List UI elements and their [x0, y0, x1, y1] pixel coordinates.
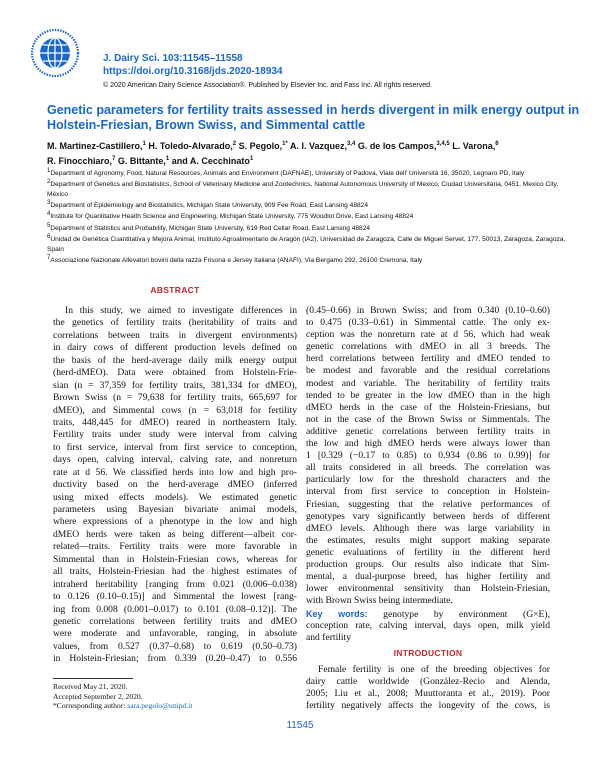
affiliation-item: [47, 178, 577, 199]
text-line: dairy cattle worldwide (González-Recio and Alenda,: [306, 676, 550, 688]
text-line: genetic evaluations of fertility in the different herd: [306, 546, 550, 558]
affiliation-number: 7: [47, 254, 51, 261]
text-line: 1 [0.329 (−0.17 to 0.85) to 0.934 (0.86 to 0.99)] for: [306, 450, 550, 462]
affiliation-item: [47, 222, 577, 233]
text-line: days open, calving interval, calving rate, and nonreturn: [53, 454, 297, 466]
author-affiliation-marker: 3,4,5: [436, 141, 450, 147]
text-line: using mixed effects models). We estimated genetic: [53, 491, 297, 503]
text-line: production groups. Our results also indicate that Sim-: [306, 558, 550, 570]
text-line: all traits considered in all breeds. The correlation was: [306, 462, 550, 474]
affiliation-text: Department of Epidemiology and Biostatistics, Michigan State University, 909 Fee Road, East Lansing 48824: [50, 202, 368, 210]
doi-link[interactable]: https://doi.org/10.3168/jds.2020-18934: [103, 66, 283, 77]
copyright-notice: © 2020 American Dairy Science Association®. Published by Elsevier Inc. and Fass Inc. All rights reserved.: [103, 82, 432, 89]
text-line: herd correlations between fertility and dMEO tended to: [306, 353, 550, 365]
text-line: correlations between traits in divergent environments): [53, 329, 297, 341]
text-line: dMEO herds were taken as being different—albeit cor-: [53, 528, 297, 540]
affiliation-number: 6: [47, 234, 51, 241]
affiliation-number: 2: [47, 179, 51, 186]
footnote-divider: [53, 678, 133, 679]
text-line: where expressions of a phenotype in the low and high: [53, 516, 297, 528]
author-affiliation-marker: 1: [142, 141, 146, 147]
text-line: not in the case of the Brown Swiss or Simmentals. The: [306, 413, 550, 425]
corresponding-email-link[interactable]: sara.pegolo@unipd.it: [127, 701, 193, 710]
text-line: in Holstein-Friesian; from 0.339 (0.20–0.47) to 0.556: [53, 653, 297, 665]
text-line: 2005; Liu et al., 2008; Muuttoranta et al., 2019). Poor: [306, 688, 550, 700]
text-line: were moderate and unfavorable, ranging, in absolute: [53, 628, 297, 640]
text-line: [306, 608, 550, 620]
text-line: (herd-dMEO). Data were obtained from Holstein-Frie-: [53, 367, 297, 379]
affiliation-item: [47, 167, 577, 178]
author-name: G. Bittante,: [117, 156, 166, 166]
text-line: to 0.126 (0.10–0.15)] and Simmental the lowest [rang-: [53, 591, 297, 603]
footnotes: [53, 682, 192, 711]
abstract-heading: ABSTRACT: [150, 285, 200, 295]
introduction-heading: INTRODUCTION: [393, 648, 463, 658]
author-affiliation-marker: 1*: [282, 141, 288, 147]
article-title: Genetic parameters for fertility traits assessed in herds divergent in milk energy output in Holstein-Friesian, Brown Swiss, and Simmental cattle: [47, 103, 580, 132]
text-line: Friesian, suggesting that the relative performances of: [306, 498, 550, 510]
text-line: Female fertility is one of the breeding objectives for: [318, 664, 550, 675]
affiliation-text: Department of Agronomy, Food, Natural Resources, Animals and Environment (DAFNAE), University of Padova, Viale dell' Università 16, 35020, Legnaro PD, Italy: [50, 170, 525, 178]
text-line: ception was the nonreturn rate at d 56, which had weak: [306, 329, 550, 341]
text-line: the estimates, results might support making separate: [306, 534, 550, 546]
affiliation-item: [47, 254, 577, 265]
author-affiliation-marker: 2: [232, 141, 237, 147]
text-line: rate at d 56. We classified herds into low and high pro-: [53, 466, 297, 478]
text-line: the basis of the herd-average daily milk energy output: [53, 354, 297, 366]
text-line: intraherd heritability [ranging from 0.021 (0.006–0.038): [53, 578, 297, 590]
abstract-right-column: [306, 305, 550, 607]
text-line: tended to be greater in the low dMEO than in the high: [306, 389, 550, 401]
accepted-date: Accepted September 2, 2020.: [53, 691, 143, 701]
text-line: In this study, we aimed to investigate differences in: [65, 305, 297, 316]
affiliation-list: [47, 167, 577, 265]
text-line: traits, 448,445 for dMEO) reared in northeastern Italy.: [53, 416, 297, 428]
text-line: sian (n = 37,359 for fertility traits, 381,334 for dMEO),: [53, 379, 297, 391]
affiliation-item: [47, 233, 577, 254]
affiliation-item: [47, 199, 577, 210]
key-words-label: Key words:: [306, 609, 368, 619]
affiliation-text: Associazione Nazionale Allevatori bovini della razza Frisona e Jersey Italiana (ANAFI), Via Bergamo 292, 26100 Cremona, Italy: [50, 256, 423, 264]
author-list: [47, 138, 592, 168]
affiliation-text: Institute for Quantitative Health Science and Engineering, Michigan State University, 775 Woodlot Drive, East Lansing 48824: [50, 213, 414, 221]
affiliation-number: 4: [47, 211, 51, 218]
text-line: in dairy cows of different production levels defined on: [53, 342, 297, 354]
text-line: and fertility: [306, 632, 352, 644]
text-line: genetic correlations with dMEO in all 3 breeds. The: [306, 341, 550, 353]
author-name: H. Toledo-Alvarado,: [148, 141, 233, 151]
author-affiliation-marker: 3,4: [346, 141, 356, 147]
introduction-text: [306, 664, 550, 712]
abstract-left-column: [53, 305, 297, 666]
affiliation-number: 3: [47, 199, 51, 206]
text-line: lower environmental sensitivity than Holstein-Friesian,: [306, 583, 550, 595]
key-words: [306, 608, 550, 644]
author-name: G. de los Campos,: [357, 141, 437, 151]
key-words-text: genotype by environment (G×E),: [383, 609, 550, 620]
text-line: Simmental than in Holstein-Friesian cows, whereas for: [53, 553, 297, 565]
text-line: ductivity based on the herd-average dMEO (inferred: [53, 479, 297, 491]
text-line: Brown Swiss (n = 79,638 for fertility traits, 665,697 for: [53, 392, 297, 404]
page-number: 11545: [286, 720, 314, 731]
corresponding-author-label: *Corresponding author:: [53, 701, 128, 710]
text-line: Fertility traits under study were interval from calving: [53, 429, 297, 441]
author-name: L. Varona,: [452, 141, 496, 151]
author-affiliation-marker: 7: [112, 156, 116, 162]
text-line: modest and variable. The heritability of fertility traits: [306, 377, 550, 389]
author-name: S. Pegolo,: [238, 141, 283, 151]
author-name: R. Finocchiaro,: [47, 156, 113, 166]
author-name: M. Martinez-Castillero,: [47, 141, 143, 151]
text-line: (0.45–0.66) in Brown Swiss; and from 0.340 (0.10–0.60): [306, 305, 550, 316]
affiliation-number: 1: [47, 168, 51, 174]
text-line: parameters using Bayesian bivariate animal models,: [53, 504, 297, 515]
author-name: A. I. Vazquez,: [289, 141, 347, 151]
adsa-globe-logo-icon: [30, 28, 80, 78]
text-line: dMEO levels. Although there was large variability in: [306, 522, 550, 534]
affiliation-text: Unidad de Genética Cuantitativa y Mejora Animal, Instituto Agroalimentario de Aragón (IA2), Universidad de Zaragoza, Calle de Miguel Servet, 177, 50013, Zaragoza, Zaragoza, Spain: [47, 236, 566, 253]
text-line: additive genetic correlations between fertility traits in: [306, 425, 550, 437]
text-line: dMEO herds in the case of the Holstein-Friesians, but: [306, 401, 550, 413]
author-name: and A. Cecchinato: [171, 156, 250, 166]
affiliation-text: Department of Statistics and Probability, Michigan State University, 619 Red Cellar Road, East Lansing 48824: [50, 224, 371, 232]
journal-citation: J. Dairy Sci. 103:11545–11558: [103, 53, 243, 64]
author-affiliation-marker: 1: [249, 156, 254, 162]
text-line: dMEO), and Simmental cows (n = 63,018 for fertility: [53, 404, 297, 416]
text-line: to first service, interval from first service to conception,: [53, 441, 297, 453]
text-line: related—traits. Fertility traits were more favorable in: [53, 541, 297, 553]
affiliation-text: Department of Genetics and Biostatistics, School of Veterinary Medicine and Zootechnics, National Autonomous University of Mexico, Ciudad Universitaria, 0451, Mexico City, México: [47, 181, 559, 198]
text-line: interval from first service to conception in Holstein-: [306, 486, 550, 498]
text-line: the low and high dMEO herds were always lower than: [306, 438, 550, 450]
received-date: Received May 21, 2020.: [53, 682, 128, 691]
text-line: genotypes vary significantly between herds of different: [306, 510, 550, 522]
affiliation-number: 5: [47, 222, 51, 229]
text-line: all traits, Holstein-Friesian had the highest estimates of: [53, 566, 297, 578]
text-line: be modest and favorable and the residual correlations: [306, 365, 550, 377]
affiliation-item: [47, 210, 577, 221]
text-line: to 0.475 (0.33–0.61) in Simmental cattle. The only ex-: [306, 317, 550, 329]
text-line: conception rate, calving interval, days open, milk yield: [306, 620, 550, 632]
author-affiliation-marker: 6: [495, 141, 499, 147]
text-line: the genetics of fertility traits (heritability of traits and: [53, 317, 297, 329]
text-line: values, from 0.527 (0.37–0.68) to 0.619 (0.50–0.73): [53, 640, 297, 652]
text-line: mental, a dual-purpose breed, has higher fertility and: [306, 571, 550, 583]
text-line: fertility negatively affects the longevity of the cows, is: [306, 700, 550, 712]
text-line: ing from 0.008 (0.001–0.017) to 0.101 (0.08–0.12)]. The: [53, 603, 297, 615]
text-line: particularly low for the threshold characters and the: [306, 474, 550, 486]
text-line: genetic correlations between fertility traits and dMEO: [53, 615, 297, 627]
author-affiliation-marker: 1: [165, 156, 170, 162]
text-line: with Brown Swiss being intermediate.: [306, 595, 453, 607]
